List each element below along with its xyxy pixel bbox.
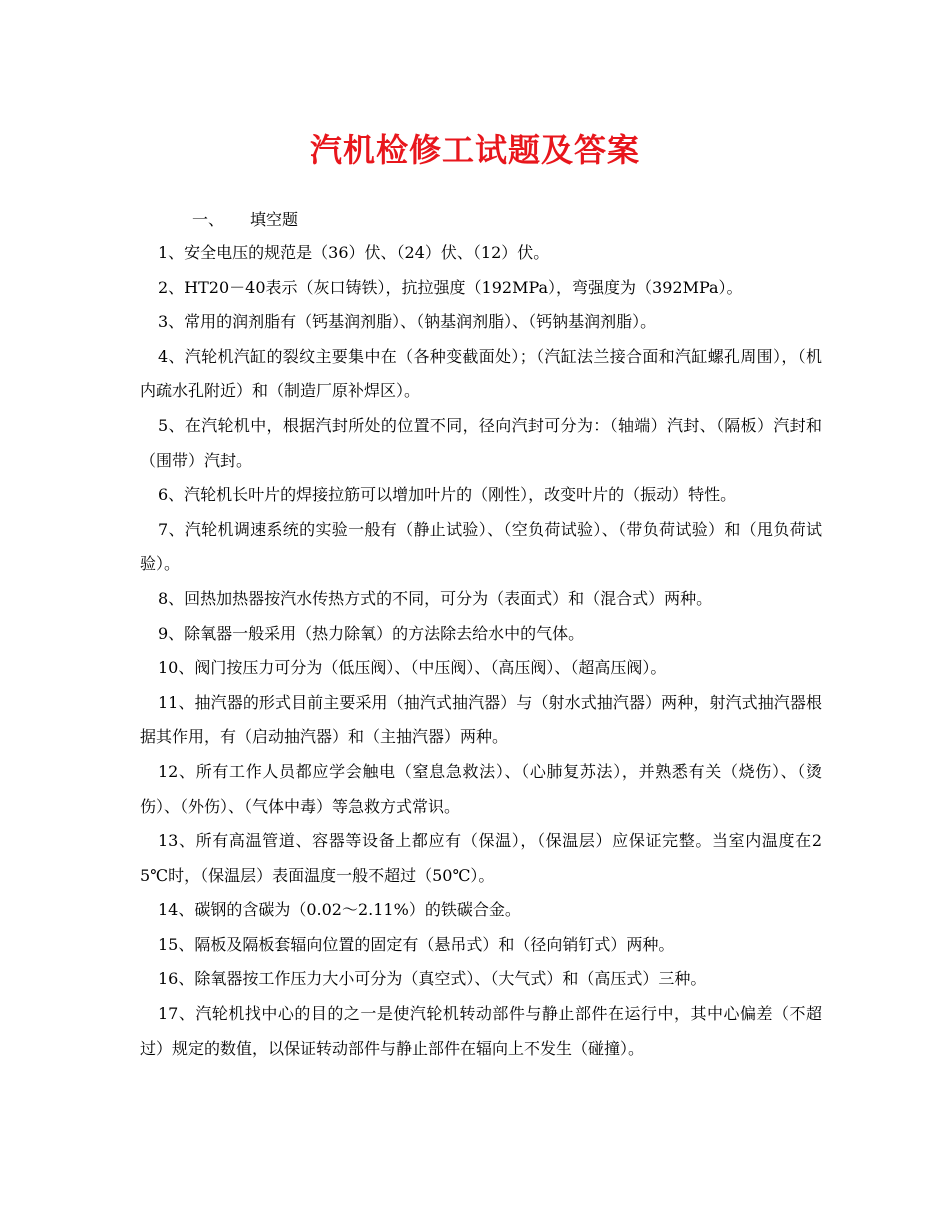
question-item: 5、在汽轮机中，根据汽封所处的位置不同，径向汽封可分为：（轴端）汽封、（隔板）汽封和（围带）汽封。 bbox=[140, 415, 822, 470]
question-item: 2、HT20－40表示（灰口铸铁），抗拉强度（192MPa），弯强度为（392MPa）。 bbox=[158, 277, 743, 297]
question-item: 6、汽轮机长叶片的焊接拉筋可以增加叶片的（刚性），改变叶片的（振动）特性。 bbox=[158, 485, 737, 505]
question-item: 15、隔板及隔板套辐向位置的固定有（悬吊式）和（径向销钉式）两种。 bbox=[158, 934, 675, 954]
question-item: 11、抽汽器的形式目前主要采用（抽汽式抽汽器）与（射水式抽汽器）两种，射汽式抽汽器根据其作用，有（启动抽汽器）和（主抽汽器）两种。 bbox=[140, 692, 822, 747]
section-heading-label: 填空题 bbox=[250, 210, 299, 229]
question-item: 17、汽轮机找中心的目的之一是使汽轮机转动部件与静止部件在运行中，其中心偏差（不超过）规定的数值，以保证转动部件与静止部件在辐向上不发生（碰撞）。 bbox=[140, 1004, 822, 1058]
question-item: 8、回热加热器按汽水传热方式的不同，可分为（表面式）和（混合式）两种。 bbox=[158, 588, 713, 608]
question-item: 1、安全电压的规范是（36）伏、（24）伏、（12）伏。 bbox=[158, 243, 550, 262]
section-heading bbox=[192, 206, 298, 234]
question-item: 13、所有高温管道、容器等设备上都应有（保温），（保温层）应保证完整。当室内温度在25℃时，（保温层）表面温度一般不超过（50℃）。 bbox=[140, 831, 822, 885]
question-item: 14、碳钢的含碳为（0.02～2.11%）的铁碳合金。 bbox=[158, 900, 521, 920]
question-item: 4、汽轮机汽缸的裂纹主要集中在（各种变截面处）；（汽缸法兰接合面和汽缸螺孔周围），（机内疏水孔附近）和（制造厂原补焊区）。 bbox=[140, 346, 822, 401]
question-item: 10、阀门按压力可分为（低压阀）、（中压阀）、（高压阀）、（超高压阀）。 bbox=[158, 658, 667, 678]
question-item: 12、所有工作人员都应学会触电（窒息急救法）、（心肺复苏法），并熟悉有关（烧伤）、（烫伤）、（外伤）、（气体中毒）等急救方式常识。 bbox=[140, 761, 822, 816]
question-item: 3、常用的润剂脂有（钙基润剂脂）、（钠基润剂脂）、（钙钠基润剂脂）。 bbox=[158, 312, 657, 332]
question-item: 7、汽轮机调速系统的实验一般有（静止试验）、（空负荷试验）、（带负荷试验）和（甩负荷试验）。 bbox=[140, 519, 822, 574]
document-title: 汽机检修工试题及答案 bbox=[309, 131, 640, 169]
question-list bbox=[140, 236, 822, 1066]
section-number: 一、 bbox=[192, 210, 225, 229]
question-item: 16、除氧器按工作压力大小可分为（真空式）、（大气式）和（高压式）三种。 bbox=[158, 969, 707, 989]
question-item: 9、除氧器一般采用（热力除氧）的方法除去给水中的气体。 bbox=[158, 623, 585, 643]
